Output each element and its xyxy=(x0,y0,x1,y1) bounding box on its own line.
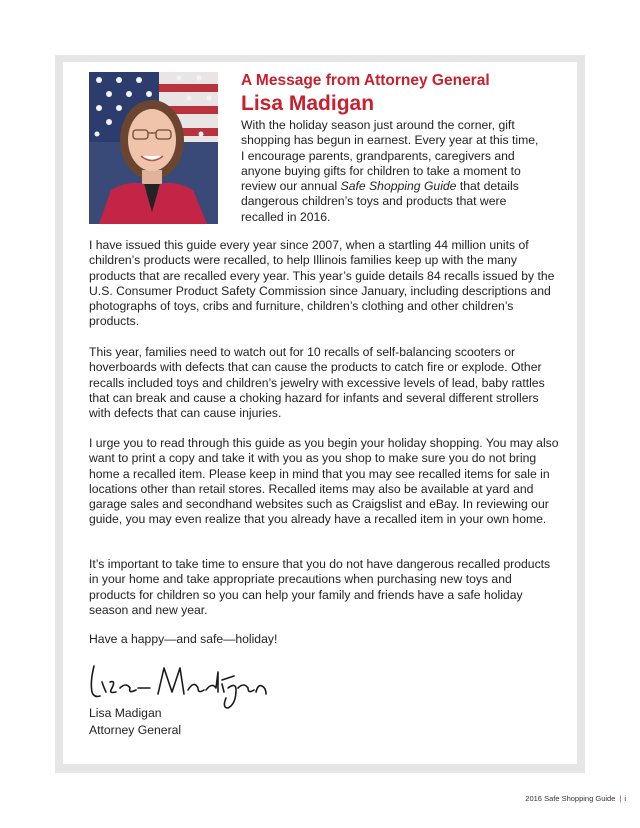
paragraph-urge: I urge you to read through this guide as you begin your holiday shopping. You may also want to print a copy and take it with you as you shop to make sure you do not bring home a recalled item. Please keep in mind that you may see recalled items for sale in locations other than retail stores. Recalled items may also be available at yard and garage sales and secondhand websites such as Craigslist and eBay. In reviewing our guide, you may even realize that you already have a recalled item in your own home. xyxy=(89,436,559,527)
guide-title: Safe Shopping Guide xyxy=(340,179,457,194)
signer-title: Attorney General xyxy=(89,723,182,737)
footer-title: 2016 Safe Shopping Guide xyxy=(525,794,616,803)
intro-text-before: With the holiday season just around the corner, gift shopping has begun in earnest. Every year at this time, I encourage parents, grandparents, caregivers and anyone buying gifts for children to take a moment to review our annual xyxy=(241,118,539,194)
paragraph-recalls: This year, families need to watch out for 10 recalls of self-balancing scooters or hoverboards with defects that can cause the products to catch fire or explode. Other recalls included toys and children’s jewelry with excessive levels of lead, baby rattles that can break and cause a choking hazard for infants and several different strollers with defects that can cause injuries. xyxy=(89,345,545,421)
intro-paragraph xyxy=(241,118,541,225)
heading-kicker: A Message from Attorney General xyxy=(241,72,490,89)
paragraph-history: I have issued this guide every year since 2007, when a startling 44 million units of children’s products were recalled, to help Illinois families keep up with the many products that are recalled every year. This year’s guide details 84 recalls issued by the U.S. Consumer Product Safety Commission since January, including descriptions and photographs of toys, cribs and furniture, children’s clothing and other children’s products. xyxy=(89,238,555,329)
signer-name: Lisa Madigan xyxy=(89,706,162,720)
paragraph-precautions: It’s important to take time to ensure that you do not have dangerous recalled products in your home and take appropriate precautions when purchasing new toys and products for children so you can help your family and friends have a safe holiday season and new year. xyxy=(89,557,551,617)
portrait-photo xyxy=(89,72,218,224)
paragraph-closing: Have a happy—and safe—holiday! xyxy=(89,632,278,646)
intro-text-after: that details dangerous children’s toys and products that were recalled in 2016. xyxy=(241,179,519,224)
page-number: i xyxy=(624,794,626,803)
page-footer xyxy=(525,794,626,803)
handwritten-signature xyxy=(86,652,276,712)
heading-name: Lisa Madigan xyxy=(241,92,375,115)
footer-divider: | xyxy=(619,794,622,803)
